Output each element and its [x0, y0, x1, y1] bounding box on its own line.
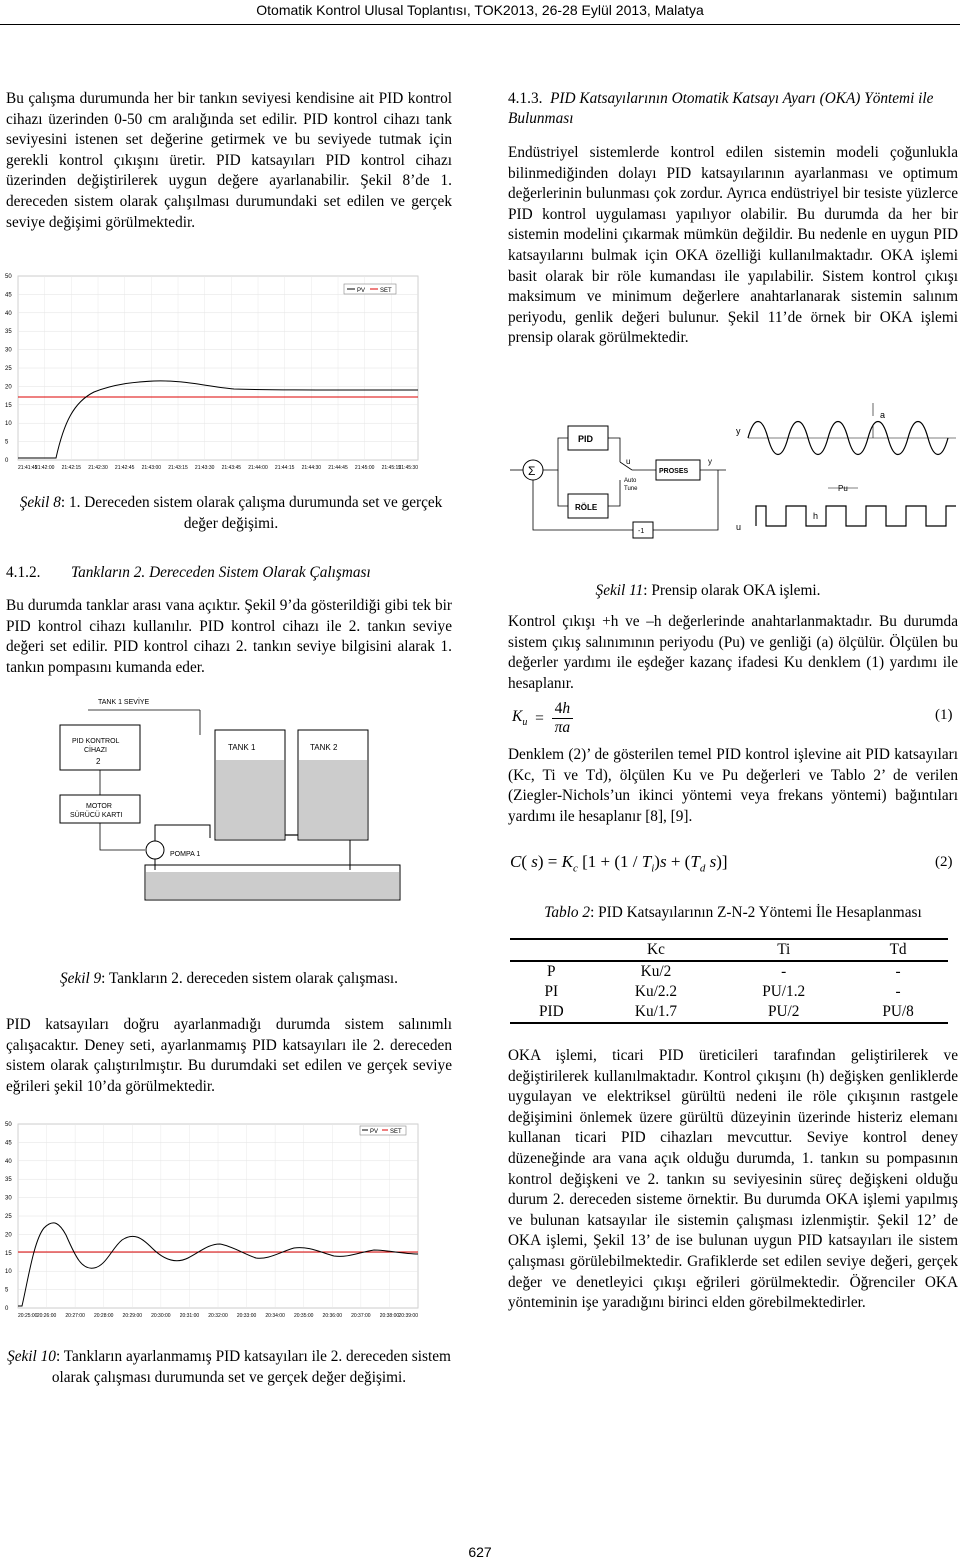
y-tick-label: 30 [5, 1195, 12, 1202]
y-tick-label: 50 [5, 274, 12, 280]
x-tick-label: 21:42:30 [88, 465, 108, 471]
table-cell: - [895, 983, 901, 1000]
x-tick-label: 20:25:00 [18, 1313, 38, 1319]
x-tick-label: 20:33:00 [236, 1313, 257, 1319]
y-tick-label: 20 [5, 384, 12, 391]
auto-tune-line1: Auto [624, 478, 637, 484]
tank2-label: TANK 2 [310, 743, 338, 752]
motor-box-line1: MOTOR [86, 803, 112, 810]
legend-pv: PV [357, 288, 366, 294]
figure-9-caption [6, 968, 452, 989]
y-tick-label: 25 [5, 1214, 12, 1220]
table-2-caption [508, 902, 958, 923]
x-tick-label: 20:26:00 [36, 1313, 57, 1319]
caption-text: : Tankların ayarlanmamış PID katsayıları ile 2. dereceden sistem olarak çalışması durumunda set ve gerçek değer değişimi. [51, 1348, 451, 1386]
x-tick-label: 21:42:45 [114, 465, 135, 471]
x-tick-label: 20:35:00 [293, 1313, 314, 1319]
amplitude-label: a [880, 410, 886, 420]
x-tick-label: 20:27:00 [65, 1313, 85, 1319]
table-2 [510, 938, 948, 1024]
table-cell: PID [510, 1002, 593, 1023]
tank-2-water [299, 760, 367, 839]
section-4-1-2-heading [6, 563, 452, 583]
equation-2: C( $s) = K_c$ [$1 + (1 / T_i)s + (T_d$ s)] [510, 852, 728, 875]
u-signal-label: u [626, 457, 631, 466]
x-tick-label: 21:42:00 [34, 465, 55, 471]
x-tick-label: 21:44:45 [328, 465, 348, 471]
x-tick-label: 21:43:00 [141, 465, 162, 471]
table-cell: Ku/2.2 [634, 983, 677, 1000]
x-tick-label: 20:36:00 [322, 1313, 343, 1319]
y-tick-label: 30 [5, 347, 12, 354]
x-tick-label: 20:29:00 [122, 1313, 143, 1319]
pid-box-line3: 2 [96, 757, 101, 766]
legend-set: SET [380, 288, 392, 294]
figure-11-diagram [508, 398, 958, 550]
x-tick-label: 20:37:00 [351, 1313, 371, 1319]
table-header-row [510, 939, 948, 961]
caption-label: Şekil 8 [19, 494, 61, 511]
equation-2-number: (2) [935, 854, 953, 870]
y-tick-label: 5 [5, 439, 9, 446]
tank1-label: TANK 1 [228, 743, 256, 752]
y-tick-label: 15 [5, 402, 12, 409]
figure-10-caption [6, 1346, 452, 1388]
x-tick-label: 21:44:00 [248, 465, 268, 471]
paragraph-text: Bu çalışma durumunda her bir tankın seviyesi kendisine ait PID kontrol cihazı üzerinden 0-50 cm aralığında set edilir. PID kontrol cihazı tank seviyesini istenen set değerine getirmek ve bu seviyede tutmak için gerekli kontrol çıkışını üretir. PID katsayıları PID kontrol cihazı üzerinden değiştirilerek uygun değere ayarlanabilir. Şekil 8’de 1. dereceden sistem olarak çalışılması durumundaki set edilen ve gerçek seviye değişimi görülmektedir. [6, 90, 452, 231]
table-cell: P [547, 963, 556, 980]
table-cell: - [895, 963, 901, 980]
x-tick-label: 21:44:15 [274, 465, 295, 471]
table-cell: PU/8 [848, 1002, 948, 1023]
motor-box-line2: SÜRÜCÜ KARTI [70, 812, 123, 819]
right-para-4 [508, 1046, 958, 1314]
caption-text: : Prensip olarak OKA işlemi. [643, 582, 821, 599]
legend-pv: PV [370, 1129, 379, 1135]
caption-label: Şekil 11 [595, 582, 644, 599]
right-para-2 [508, 612, 958, 694]
y-tick-label: 25 [5, 366, 12, 372]
left-para-3 [6, 1015, 452, 1097]
table-cell: PU/1.2 [762, 983, 806, 1000]
legend-set: SET [390, 1129, 402, 1135]
y-tick-label: 45 [5, 1140, 12, 1147]
y-tick-label: 40 [5, 1158, 12, 1165]
relay-label: RÖLE [575, 503, 598, 512]
x-tick-label: 20:34:00 [265, 1313, 285, 1319]
x-tick-label: 20:39:00 [398, 1313, 418, 1319]
table-cell: Ku/2 [640, 963, 672, 980]
equation-1: $K_u$ = $\frac{4h}{\pi a}$ [512, 700, 573, 737]
figure-8-caption [6, 492, 456, 534]
x-tick-label: 20:32:00 [208, 1313, 228, 1319]
caption-label: Şekil 10 [7, 1348, 56, 1365]
equation-1-number: (1) [935, 707, 953, 723]
table-row [510, 961, 948, 982]
caption-label: Tablo 2 [544, 904, 591, 921]
left-para-1 [6, 89, 452, 233]
paragraph-text: PID katsayıları doğru ayarlanmadığı durumda sistem salınımlı çalışacaktır. Deney seti, ayarlanmamış PID katsayıları ile 2. dereceden sistem olarak çalıştırılmıştır. Bu durumdaki set edilen ve gerçek seviye eğrileri şekil 10’da görülmektedir. [6, 1016, 452, 1095]
sigma-symbol: Σ [528, 464, 536, 478]
figure-11-caption [508, 580, 908, 601]
x-tick-label: 21:41:45 [18, 465, 38, 471]
x-tick-label: 20:38:00 [379, 1313, 400, 1319]
paragraph-text: Endüstriyel sistemlerde kontrol edilen sistemin modeli çoğunlukla bilinmediğinden dolayı PID katsayılarının ayarlanması ve optimum değerlerinin bulunması çok zordur. Ayrıca endüstriyel bir tesiste yüzlerce PID kontrol uygulaması yapılıyor olabilir. Bu durumda da her bir sistemin modelini çıkarmak mümkün değildir. Bu nedenle en uygun PID katsayılarını bulmak için OKA özelliği kullanılmaktadır. OKA işlemi basit olarak bir röle kumandası ile yapılabilir. Sistem kontrol çıkışı maksimum ve minimum değerlere anahtarlanarak sistemin salınım periyodu, genlik değeri bulunur. Şekil 11’de örnek bir OKA işlemi prensip olarak görülmektedir. [508, 144, 958, 347]
table-header-cell: Kc [593, 939, 720, 961]
y-signal-label: y [708, 457, 712, 466]
y-tick-label: 0 [5, 458, 9, 464]
y-tick-label: 5 [5, 1287, 9, 1294]
table-row [510, 1002, 948, 1023]
figure-9-diagram [50, 690, 420, 905]
x-tick-label: 21:44:30 [301, 465, 322, 471]
pid-box-line2: CİHAZI [84, 747, 107, 754]
header-rule [0, 24, 960, 25]
x-tick-label: 21:45:15 [381, 465, 402, 471]
negate-label: -1 [638, 528, 645, 535]
pump-label: POMPA 1 [170, 851, 201, 858]
y-tick-label: 50 [5, 1122, 12, 1128]
y-tick-label: 15 [5, 1250, 12, 1257]
paragraph-text: Kontrol çıkışı +h ve –h değerlerinde anahtarlanmaktadır. Bu durumda sistem çıkış salınımının periyodu (Pu) ve genliği (a) ölçülür. Ölçülen bu değerler yardımı ile eşdeğer kazanç ifadesi Ku denklem (1) yardımı ile hesaplanır. [508, 613, 958, 692]
table-cell: - [781, 963, 787, 980]
caption-text: : Tankların 2. dereceden sistem olarak çalışması. [101, 970, 399, 987]
reservoir-water [146, 872, 399, 899]
caption-text: : 1. Dereceden sistem olarak çalışma durumunda set ve gerçek değer değişimi. [60, 494, 443, 532]
paragraph-text: OKA işlemi, ticari PID üreticileri tarafından geliştirilerek ve değiştirilerek kullanılmaktadır. Kontrol çıkışını (h) değişken genliklerde uygulayan ve elektriksel gürültü nedeni ile röle çıkışının rastgele değişimini önlemek üzere gürültü düzeyinin üzerinde histeriz elemanı kullanan ticari PID cihazları mevcuttur. Seviye kontrol deney düzeneğinde ara vana açık olduğu durumda, 1. tankın su pompasının kontrol değişkeni ve 2. tankın su seviyesinin süreç değişkeni olduğu durum 2. dereceden sisteme örnektir. Bu durumda OKA işlemi yapılmış ve bulunan katsayılar ile sistemin çalışması izlenmiştir. Şekil 12’ de OKA işlemi, Şekil 13’ de ise bulunan uygun PID katsayıları ile sistem çalışması görülebilmektedir. Grafiklerde set edilen seviye değeri, gerçek değer ve denetleyici çıkışı eğrileri görülmektedir. Öğrenciler OKA yönteminin işe yaradığını birinci elden görebilmektedirler. [508, 1047, 958, 1312]
section-title: PID Katsayılarının Otomatik Katsayı Ayarı (OKA) Yöntemi ile Bulunması [508, 90, 934, 127]
table-cell: PI [544, 983, 559, 1000]
table-header-cell [510, 939, 593, 961]
right-para-3 [508, 745, 958, 827]
paragraph-text: Bu durumda tanklar arası vana açıktır. Şekil 9’da gösterildiği gibi tek bir PID kontrol cihazı kullanılır. PID kontrol cihazı ile 2. tankın seviye değeri set edilir. PID kontrol cihazı 2. tankın seviye bilgisini alarak 1. tankın pompasını kumanda eder. [6, 597, 452, 676]
table-cell: PU/2 [719, 1002, 848, 1023]
caption-label: Şekil 9 [59, 970, 102, 987]
y-tick-label: 35 [5, 1177, 12, 1184]
figure-10-chart [4, 1120, 424, 1320]
x-tick-label: 21:43:15 [168, 465, 188, 471]
y-tick-label: 10 [5, 1269, 12, 1276]
y-tick-label: 0 [5, 1306, 9, 1312]
y-tick-label: 40 [5, 310, 12, 317]
table-header-cell: Ti [719, 939, 848, 961]
table-row [510, 982, 948, 1002]
x-tick-label: 20:31:00 [179, 1313, 200, 1319]
tank1-level-label: TANK 1 SEVİYE [98, 699, 150, 706]
section-4-1-3-heading [508, 89, 958, 129]
u-axis-label: u [736, 522, 742, 532]
pump-icon [146, 841, 164, 859]
figure-8-chart [4, 272, 424, 472]
table-cell: Ku/1.7 [593, 1002, 720, 1023]
x-tick-label: 20:28:00 [93, 1313, 114, 1319]
section-title: Tankların 2. Dereceden Sistem Olarak Çalışması [71, 564, 371, 581]
section-number: 4.1.3. [508, 90, 543, 107]
y-tick-label: 20 [5, 1232, 12, 1239]
section-number: 4.1.2. [6, 564, 41, 581]
relay-square-wave [756, 506, 956, 526]
paragraph-text: Denklem (2)’ de gösterilen temel PID kontrol işlevine ait PID katsayıları (Kc, Ti ve Td), ölçülen Ku ve Pu değerleri ve Tablo 2’ de verilen (Ziegler-Nichols’un ikinci yöntemi veya frekans yöntemi) bağıntıları yardımı ile hesaplanır [8], [9]. [508, 746, 958, 825]
running-header: Otomatik Kontrol Ulusal Toplantısı, TOK2013, 26-28 Eylül 2013, Malatya [256, 2, 704, 18]
auto-tune-line2: Tune [624, 486, 638, 492]
tank-1-water [216, 760, 284, 839]
x-tick-label: 21:43:30 [194, 465, 215, 471]
pid-box-line1: PID KONTROL [72, 738, 120, 745]
h-label: h [813, 511, 819, 521]
x-tick-label: 21:45:00 [354, 465, 375, 471]
table-header-cell: Td [848, 939, 948, 961]
x-tick-label: 21:45:30 [398, 465, 418, 471]
x-tick-label: 20:30:00 [151, 1313, 171, 1319]
y-tick-label: 10 [5, 421, 12, 428]
x-tick-label: 21:43:45 [221, 465, 242, 471]
pu-label: Pu [838, 484, 848, 493]
caption-text: : PID Katsayılarının Z-N-2 Yöntemi İle Hesaplanması [590, 904, 922, 921]
page-number: 627 [468, 1544, 492, 1560]
process-label: PROSES [659, 468, 689, 475]
left-para-2 [6, 596, 452, 678]
y-axis-label: y [736, 426, 741, 436]
pid-label: PID [578, 434, 594, 444]
x-tick-label: 21:42:15 [61, 465, 82, 471]
right-para-1 [508, 143, 958, 349]
y-tick-label: 35 [5, 329, 12, 336]
y-tick-label: 45 [5, 292, 12, 299]
